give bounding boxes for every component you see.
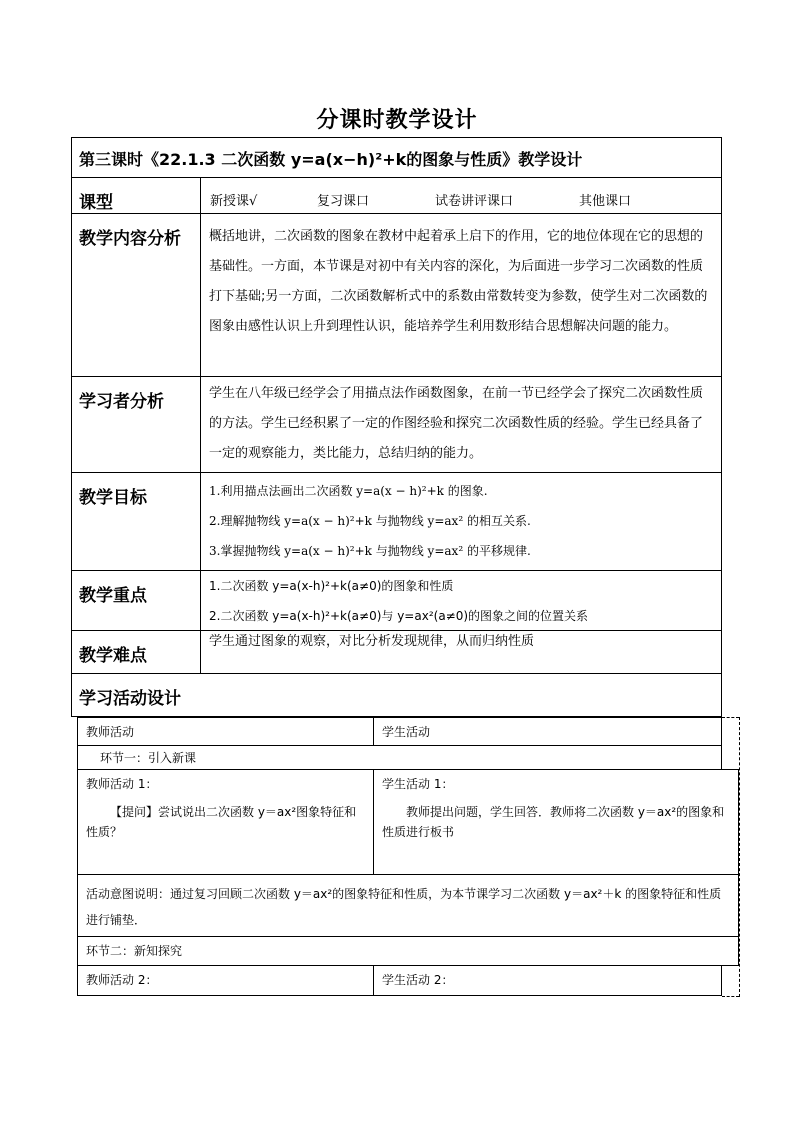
- course-type-exam: 试卷讲评课口: [435, 194, 514, 209]
- key-points-label: 教学重点: [72, 571, 201, 630]
- learner-analysis-label: 学习者分析: [72, 377, 201, 472]
- key-point-item: 2.二次函数 y=a(x-h)²+k(a≠0)与 y=ax²(a≠0)的图象之间的位置关系: [209, 609, 589, 623]
- teacher-activity-1-cell: [77, 769, 374, 875]
- course-type-new: 新授课√: [210, 194, 258, 209]
- course-type-other: 其他课口: [579, 194, 632, 209]
- lesson-title-row: [72, 138, 721, 178]
- dashed-border: [722, 717, 739, 718]
- stage-two-row: 环节二：新知探究: [77, 936, 739, 966]
- activity-intent-cell: 活动意图说明：通过复习回顾二次函数 y＝ax²的图象特征和性质，为本节课学习二次函数 y＝ax²＋k 的图象特征和性质进行铺垫．: [77, 874, 739, 937]
- dashed-border: [739, 717, 740, 997]
- course-type-review: 复习课口: [317, 194, 370, 209]
- key-point-item: 1.二次函数 y=a(x-h)²+k(a≠0)的图象和性质: [209, 579, 454, 593]
- lesson-design-table: [71, 137, 722, 717]
- difficulties-label: 教学难点: [72, 631, 201, 673]
- teacher-activity-header: 教师活动: [77, 717, 374, 746]
- objective-item: 1.利用描点法画出二次函数 y=a(x − h)²+k 的图象.: [209, 484, 488, 498]
- student-activity-1-text: 教师提出问题，学生回答．教师将二次函数 y＝ax²的图象和性质进行板书: [382, 805, 725, 839]
- stage-one-row: 环节一：引入新课: [77, 745, 722, 770]
- activity-design-row: [72, 674, 721, 717]
- content-analysis-label: 教学内容分析: [72, 214, 201, 376]
- key-points-list: [209, 571, 713, 631]
- learner-analysis-text: 学生在八年级已经学会了用描点法作函数图象，在前一节已经学会了探究二次函数性质的方法。学生已经积累了一定的作图经验和探究二次函数性质的经验。学生已经具备了一定的观察能力，类比能力，总结归纳的能力。: [209, 386, 704, 461]
- teacher-activity-1-text: 【提问】尝试说出二次函数 y＝ax²图象特征和性质？: [86, 805, 357, 839]
- teacher-activity-2-cell: 教师活动 2：: [77, 965, 374, 996]
- student-activity-2-cell: 学生活动 2：: [373, 965, 722, 996]
- objectives-label: 教学目标: [72, 473, 201, 570]
- activity-design-heading: 学习活动设计: [79, 689, 181, 709]
- student-activity-1-cell: [373, 769, 739, 875]
- content-analysis-row: [72, 214, 721, 377]
- learner-analysis-row: [72, 377, 721, 473]
- content-analysis-text: 概括地讲，二次函数的图象在教材中起着承上启下的作用，它的地位体现在它的思想的基础性。一方面，本节课是对初中有关内容的深化，为后面进一步学习二次函数的性质打下基础;另一方面，二次函数解析式中的系数由常数转变为参数，使学生对二次函数的图象由感性认识上升到理性认识，能培养学生利用数形结合思想解决问题的能力。: [209, 229, 708, 334]
- difficulties-row: [72, 631, 721, 674]
- course-type-row: [72, 178, 721, 214]
- student-activity-header: 学生活动: [373, 717, 722, 746]
- objectives-list: [209, 476, 713, 566]
- difficulties-text: 学生通过图象的观察，对比分析发现规律，从而归纳性质: [209, 634, 535, 649]
- dashed-border: [722, 996, 739, 997]
- objective-item: 2.理解抛物线 y=a(x − h)²+k 与抛物线 y=ax² 的相互关系.: [209, 514, 531, 528]
- lesson-title: 第三课时《22.1.3 二次函数 y=a(x−h)²+k的图象与性质》教学设计: [79, 150, 583, 169]
- page-title: 分课时教学设计: [316, 108, 478, 133]
- student-activity-1-title: 学生活动 1：: [382, 777, 454, 791]
- objectives-row: [72, 473, 721, 571]
- course-type-label: 课型: [72, 178, 201, 213]
- teacher-activity-1-title: 教师活动 1：: [86, 777, 158, 791]
- key-points-row: [72, 571, 721, 631]
- objective-item: 3.掌握抛物线 y=a(x − h)²+k 与抛物线 y=ax² 的平移规律.: [209, 544, 531, 558]
